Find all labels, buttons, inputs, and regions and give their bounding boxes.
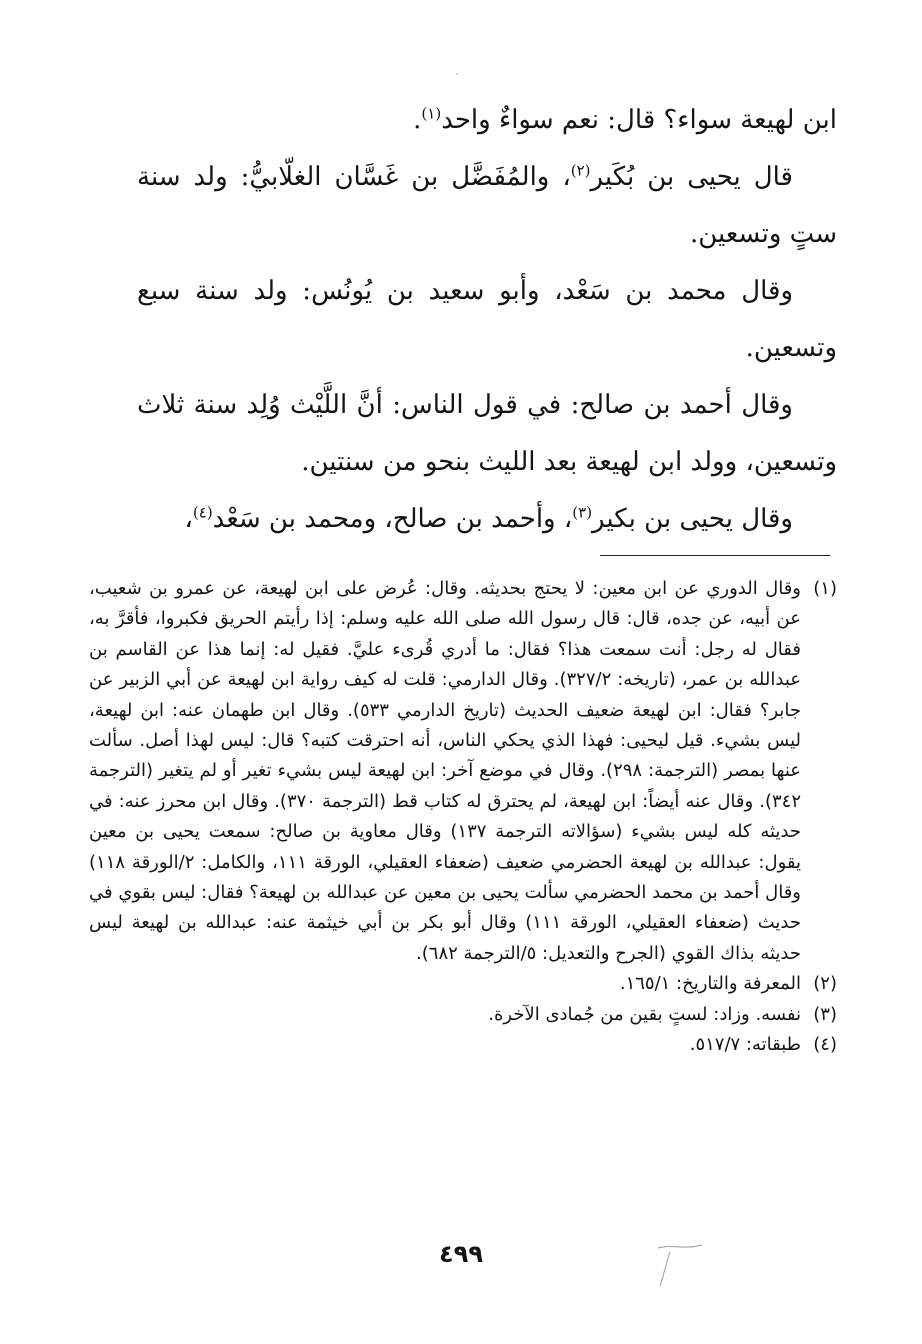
paragraph-5-text-c: ، — [184, 504, 193, 534]
footnote-4 — [89, 1030, 837, 1060]
paragraph-4 — [137, 377, 837, 491]
footnote-1-number: (١) — [813, 578, 837, 599]
paragraph-4-text: وقال أحمد بن صالح: في قول الناس: أنَّ اللَّيْث وُلِد سنة ثلاث وتسعين، وولد ابن لهيعة بعد الليث بنحو من سنتين. — [137, 390, 837, 477]
paragraph-2-text-b: ، والمُفَضَّل بن غَسَّان الغلّابيُّ: ولد سنة ستٍ وتسعين. — [137, 162, 837, 249]
footnote-4-text: طبقاته: ٥١٧/٧. — [689, 1034, 801, 1056]
paragraph-2 — [137, 149, 837, 263]
footnote-4-number: (٤) — [813, 1034, 837, 1056]
footnote-2-number: (٢) — [813, 973, 837, 995]
paragraph-3 — [137, 263, 837, 377]
footnote-3-number: (٣) — [813, 1003, 837, 1025]
pencil-mark — [650, 1240, 710, 1290]
paragraph-1 — [137, 92, 837, 149]
footnote-3 — [89, 1000, 837, 1030]
footnote-ref-1: (١) — [421, 104, 442, 123]
paragraph-5 — [137, 491, 837, 548]
paragraph-5-text-b: ، وأحمد بن صالح، ومحمد بن سَعْد — [212, 504, 573, 534]
footnote-ref-2: (٢) — [570, 161, 591, 180]
paragraph-1-end: . — [413, 105, 422, 135]
paragraph-5-text-a: وقال يحيى بن بكير — [592, 504, 793, 534]
footnote-2 — [89, 969, 837, 999]
paragraph-3-text: وقال محمد بن سَعْد، وأبو سعيد بن يُونُس: ولد سنة سبع وتسعين. — [137, 276, 837, 363]
footnotes — [89, 574, 837, 1061]
speck-mark — [455, 72, 459, 76]
main-text — [137, 92, 837, 548]
footnote-1-text: وقال الدوري عن ابن معين: لا يحتج بحديثه. وقال: عُرض على ابن لهيعة، عن عمرو بن شعيب، عن أبيه، عن جده، قال: قال رسول الله صلى الله عليه وسلم: إذا رأيتم الحريق فكبروا، فأقرَّ به، فقال له رجل: أنت سمعت هذا؟ فقال: ما أدري قُرىء عليَّ. فقيل له: إنما هذا عن القاسم بن عبدالله بن عمر، (تاريخه: ٣٢٧/٢). وقال الدارمي: قلت له كيف رواية ابن لهيعة عن أبي الزبير عن جابر؟ فقال: ابن لهيعة ضعيف الحديث (تاريخ الدارمي ٥٣٣). وقال ابن طهمان عنه: ابن لهيعة، ليس بشيء. قيل ليحيى: فهذا الذي يحكي الناس، أنه احترقت كتبه؟ قال: ليس لهذا أصل. سألت عنها بمصر (الترجمة: ٢٩٨). وقال في موضع آخر: ابن لهيعة ليس بشيء تغير أو لم يتغير (الترجمة ٣٤٢). وقال عنه أيضاً: ابن لهيعة، لم يحترق له كتاب قط (الترجمة ٣٧٠). وقال ابن محرز عنه: في حديثه كله ليس بشيء (سؤالاته الترجمة ١٣٧) وقال معاوية بن صالح: سمعت يحيى بن معين يقول: عبدالله بن لهيعة الحضرمي ضعيف (ضعفاء العقيلي، الورقة ١١١، والكامل: ٢/الورقة ١١٨) وقال أحمد بن محمد الحضرمي سألت يحيى بن معين عن عبدالله بن لهيعة؟ فقال: ليس بقوي في حديث (ضعفاء العقيلي، الورقة ١١١) وقال أبو بكر بن أبي خيثمة عنه: عبدالله بن لهيعة ليس حديثه بذاك القوي (الجرح والتعديل: ٥/الترجمة ٦٨٢). — [89, 578, 802, 964]
paragraph-2-text-a: قال يحيى بن بُكَير — [590, 162, 793, 192]
footnote-2-text: المعرفة والتاريخ: ١٦٥/١. — [619, 973, 801, 995]
footnote-ref-3: (٣) — [572, 503, 593, 522]
paragraph-1-text: ابن لهيعة سواء؟ قال: نعم سواءٌ واحد — [441, 105, 837, 135]
page-number: ٤٩٩ — [439, 1240, 483, 1268]
footnote-divider — [600, 555, 830, 556]
footnote-ref-4: (٤) — [192, 503, 213, 522]
footnote-1 — [89, 574, 837, 969]
footnote-3-text: نفسه. وزاد: لستٍ بقين من جُمادى الآخرة. — [488, 1003, 801, 1025]
